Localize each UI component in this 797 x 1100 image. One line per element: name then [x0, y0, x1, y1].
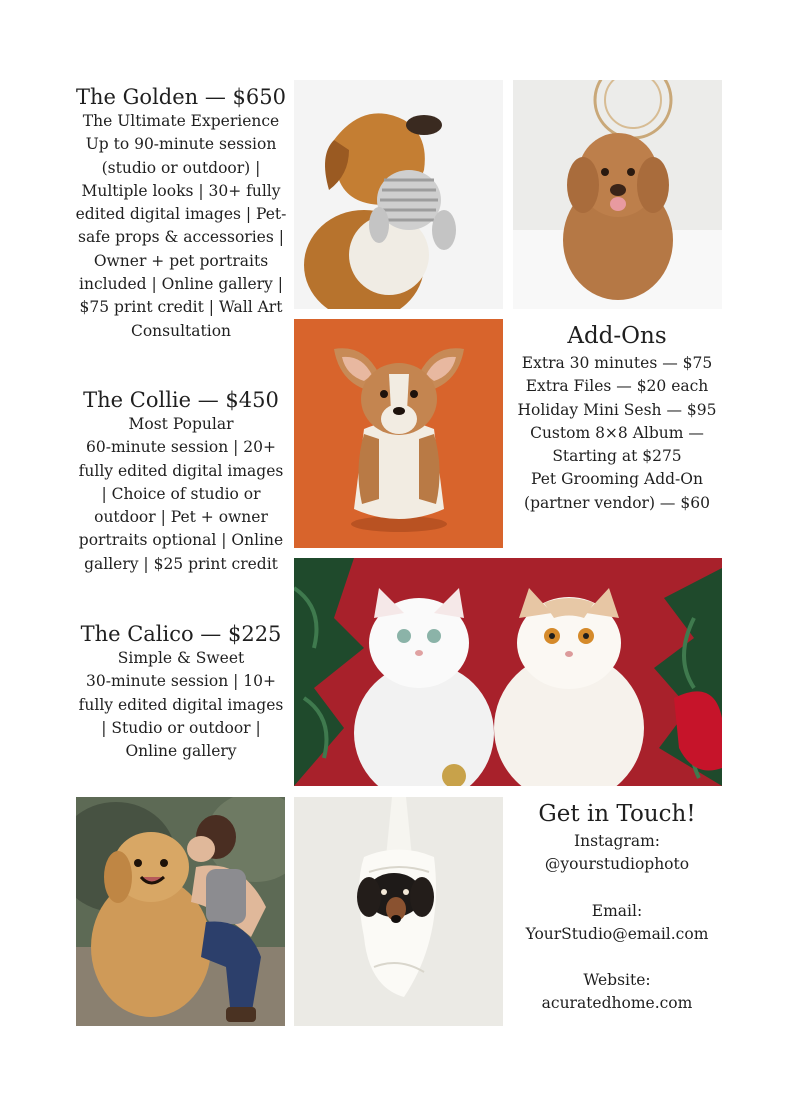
dachshund-in-sling-photo — [294, 797, 503, 1026]
contact-section — [506, 800, 728, 1016]
email-label: Email: — [591, 901, 643, 920]
contact-title: Get in Touch! — [538, 801, 696, 827]
package-collie-title: The Collie — $450 — [83, 388, 279, 412]
instagram-handle[interactable]: @yourstudiophoto — [544, 855, 690, 874]
addon-item: Pet Grooming Add-On (partner vendor) — $60 — [524, 470, 710, 512]
corgi-puppy-photo — [294, 319, 503, 548]
package-calico-details: 30-minute session | 10+ fully edited digital images | Studio or outdoor | Online gallery — [78, 672, 284, 761]
instagram-label: Instagram: — [573, 832, 661, 850]
package-collie — [74, 388, 288, 576]
retriever-with-toy-photo — [294, 80, 503, 309]
addon-item: Custom 8×8 Album — Starting at $275 — [530, 423, 704, 466]
package-collie-subtitle: Most Popular — [128, 415, 234, 433]
website-link[interactable]: Website: acuratedhome.com — [541, 971, 693, 1013]
two-cats-holiday-photo — [294, 558, 722, 786]
package-golden-details: Up to 90-minute session (studio or outdoor) | Multiple looks | 30+ fully edited digital images | Pet-safe props & accessories | Owner + pet portraits included | Online gallery | $75 print credit | Wall Art Consultation — [75, 135, 287, 340]
doodle-on-bed-photo — [513, 80, 722, 309]
woman-kissing-golden-photo — [76, 797, 285, 1026]
addon-item: Extra Files — $20 each — [525, 377, 709, 396]
package-collie-details: 60-minute session | 20+ fully edited digital images | Choice of studio or outdoor | Pet + owner portraits optional | Online gallery | $25 print credit — [78, 438, 284, 573]
package-golden-subtitle: The Ultimate Experience — [82, 112, 280, 130]
package-golden-title: The Golden — $650 — [76, 85, 286, 109]
addons-title: Add-Ons — [567, 323, 667, 349]
package-calico-subtitle: Simple & Sweet — [117, 649, 245, 667]
addon-item: Extra 30 minutes — $75 — [521, 354, 713, 372]
package-calico-title: The Calico — $225 — [80, 622, 282, 646]
addon-item: Holiday Mini Sesh — $95 — [517, 400, 717, 419]
email-address[interactable]: YourStudio@email.com — [525, 924, 709, 943]
addons-section — [506, 322, 728, 515]
package-calico — [74, 622, 288, 763]
package-golden — [74, 85, 288, 343]
